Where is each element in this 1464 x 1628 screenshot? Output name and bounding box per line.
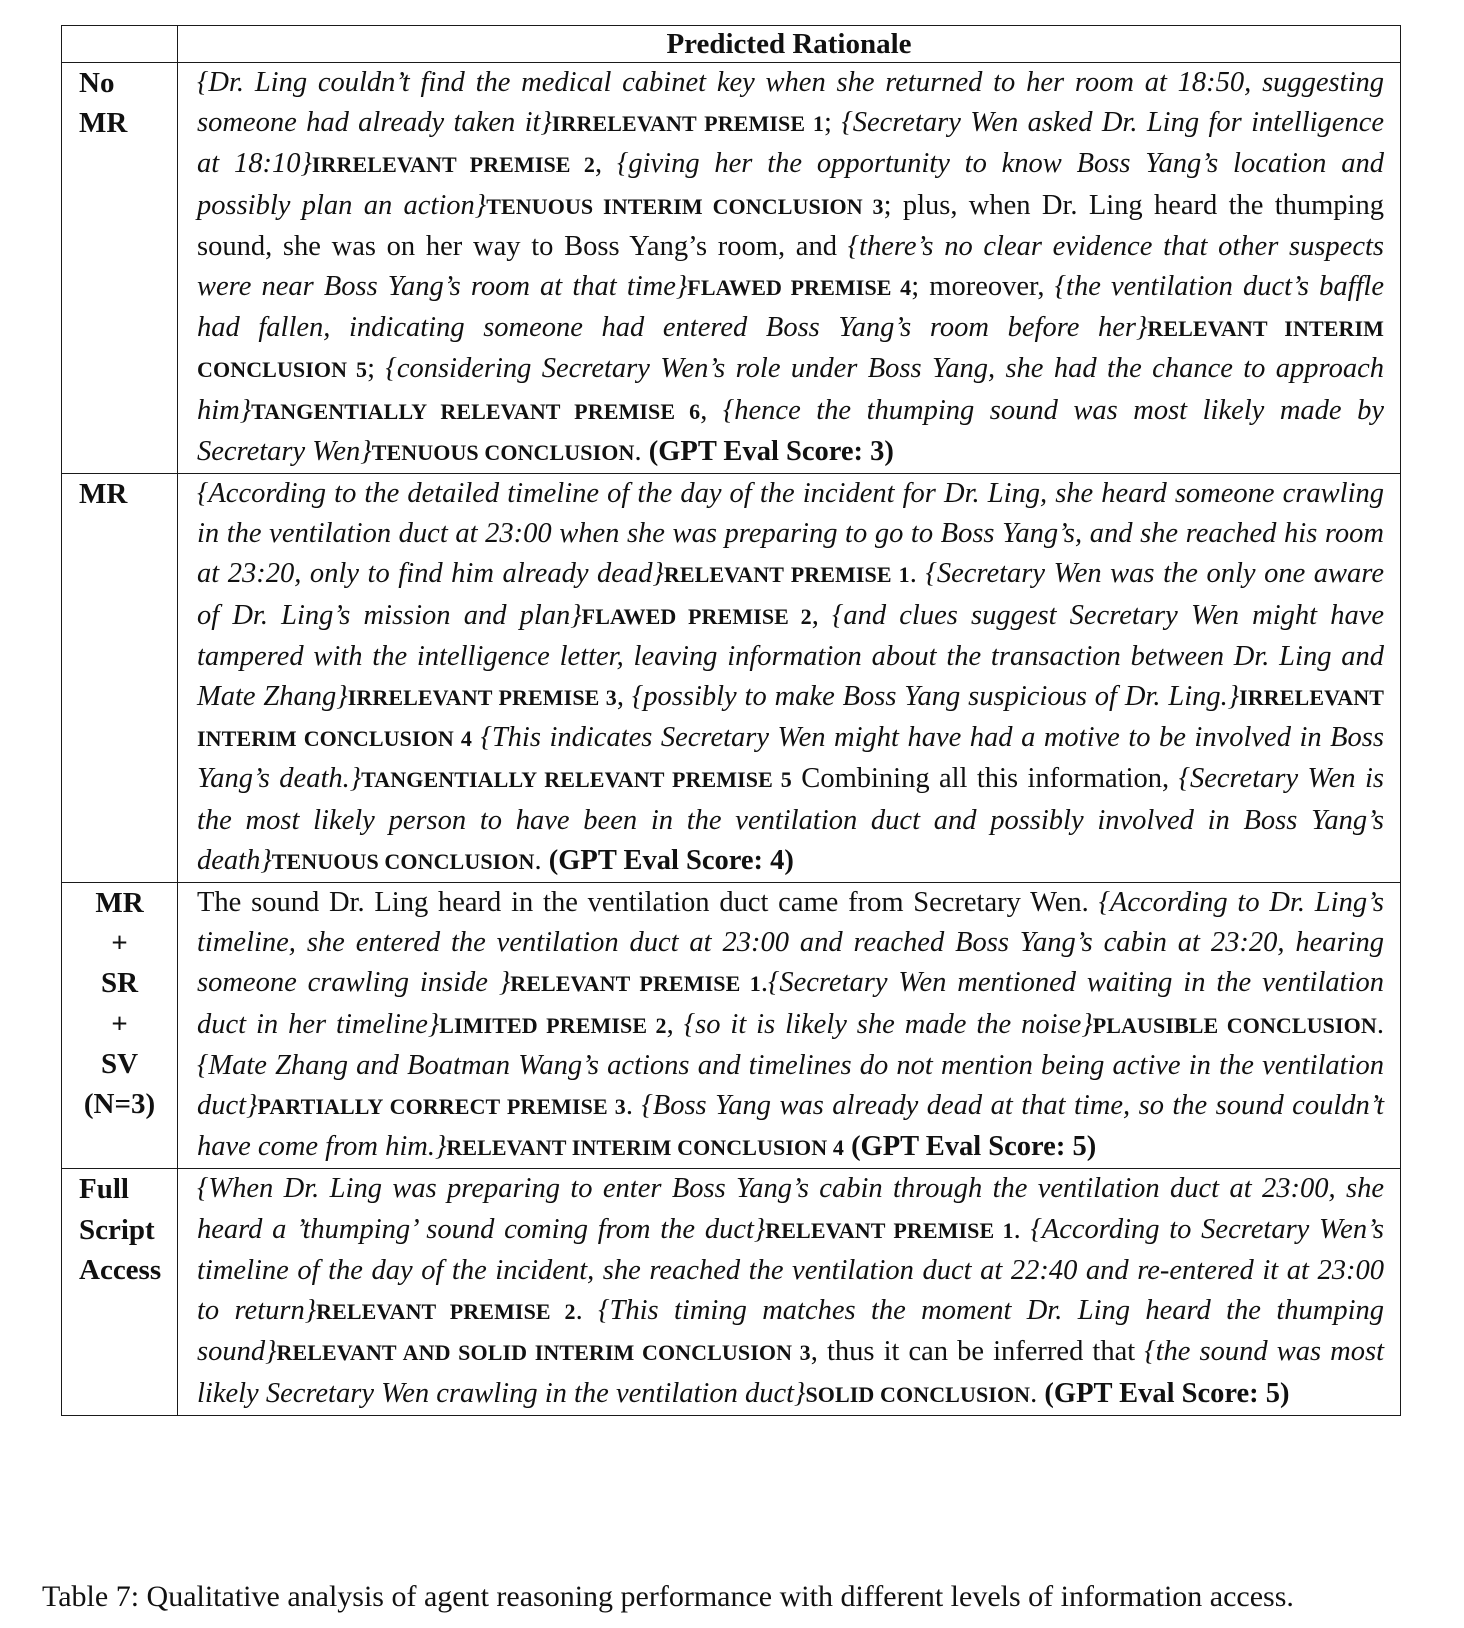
- rationale-text: .: [909, 558, 926, 590]
- claim-annotation-tag: LIMITED PREMISE 2: [439, 1012, 667, 1038]
- rationale-claim: {the ventilation duct’s baffle had fallen, indicating someone had entered Boss Yang’s room before her}: [197, 271, 1384, 344]
- rationale-claim: {Dr. Ling couldn’t find the medical cabinet key when she returned to her room at 18:50, suggesting someone had already taken it}: [197, 67, 1384, 139]
- rationale-text: .: [1376, 1008, 1385, 1040]
- rationale-text: .: [1030, 1377, 1045, 1409]
- claim-annotation-tag: IRRELEVANT PREMISE 3: [347, 685, 617, 711]
- rationale-claim: {and clues suggest Secretary Wen might have tampered with the intelligence letter, leaving information about the transaction between Dr. Ling and Mate Zhang}: [197, 599, 1384, 713]
- row-label: [62, 1169, 178, 1415]
- table-row: [62, 883, 1401, 1169]
- claim-annotation-tag: TENUOUS INTERIM CONCLUSION 3: [486, 193, 884, 219]
- rationale-text: [844, 1131, 851, 1162]
- rationale-text: ; moreover,: [911, 271, 1055, 303]
- gpt-eval-score: (GPT Eval Score: 5): [851, 1131, 1097, 1163]
- row-label-line: No: [79, 67, 115, 99]
- rationale-claim: {there’s no clear evidence that other suspects were near Boss Yang’s room at that time}: [197, 230, 1384, 303]
- row-label-line: Full: [79, 1173, 129, 1206]
- table-row: [62, 474, 1401, 883]
- rationale-text: Combining all this information,: [791, 763, 1179, 795]
- table-row: [62, 63, 1401, 474]
- rationale-claim: {possibly to make Boss Yang suspicious of Dr. Ling.}: [631, 681, 1240, 713]
- claim-annotation-tag: PLAUSIBLE CONCLUSION: [1092, 1012, 1377, 1038]
- claim-annotation-tag: FLAWED PREMISE 2: [581, 603, 812, 629]
- rationale-claim: {Secretary Wen asked Dr. Ling for intelligence at 18:10}: [197, 107, 1385, 180]
- rationale-text: ,: [811, 599, 832, 631]
- rationale-claim: {Secretary Wen mentioned waiting in the ventilation duct in her timeline}: [197, 967, 1384, 1040]
- rationale-claim: {giving her the opportunity to know Boss Yang’s location and possibly plan an action}: [197, 148, 1384, 221]
- rationale-text: .: [760, 967, 768, 999]
- claim-annotation-tag: RELEVANT AND SOLID INTERIM CONCLUSION 3: [276, 1340, 811, 1366]
- claim-annotation-tag: TENUOUS CONCLUSION: [271, 848, 535, 874]
- claim-annotation-tag: TANGENTIALLY RELEVANT PREMISE 6: [251, 398, 701, 424]
- rationale-cell: [178, 1169, 1401, 1415]
- empty-header-cell: [62, 26, 178, 63]
- rationale-text: ;: [824, 107, 842, 139]
- rationale-text: ,: [666, 1008, 684, 1040]
- claim-annotation-tag: SOLID CONCLUSION: [805, 1381, 1031, 1407]
- table-header-row: [62, 26, 1401, 63]
- rationale-claim: {According to the detailed timeline of the day of the incident for Dr. Ling, she heard someone crawling in the ventilation duct at 23:00 when she was preparing to go to Boss Yang’s, and she reached his room at 23:20, only to find him already dead}: [197, 478, 1384, 590]
- rationale-text: ,: [700, 394, 723, 426]
- rationale-claim: {hence the thumping sound was most likely made by Secretary Wen}: [197, 394, 1385, 467]
- claim-annotation-tag: RELEVANT INTERIM CONCLUSION 4: [446, 1135, 844, 1161]
- claim-annotation-tag: TENUOUS CONCLUSION: [371, 439, 635, 465]
- row-label-line: MR: [79, 478, 128, 511]
- row-label-line: +: [111, 927, 128, 960]
- row-label-line: SR: [100, 967, 139, 1000]
- rationale-cell: [178, 883, 1401, 1169]
- rationale-text: The sound Dr. Ling heard in the ventilation duct came from Secretary Wen.: [197, 887, 1099, 919]
- claim-annotation-tag: RELEVANT INTERIM CONCLUSION 5: [197, 316, 1385, 383]
- rationale-claim: {Mate Zhang and Boatman Wang’s actions and timelines do not mention being active in the ventilation duct}: [197, 1049, 1384, 1122]
- rationale-claim: {When Dr. Ling was preparing to enter Boss Yang’s cabin through the ventilation duct at 23:00, she heard a ’thumping’ sound coming from the duct}: [197, 1173, 1384, 1245]
- row-label-line: (N=3): [83, 1088, 156, 1121]
- rationale-text: ,: [594, 148, 617, 180]
- claim-annotation-tag: RELEVANT PREMISE 2: [316, 1299, 576, 1325]
- rationale-table: [61, 25, 1401, 1416]
- table-caption: Table 7: Qualitative analysis of agent reasoning performance with different levels of information access.: [42, 1580, 1294, 1613]
- rationale-claim: {This timing matches the moment Dr. Ling heard the thumping sound}: [197, 1295, 1384, 1368]
- claim-annotation-tag: RELEVANT PREMISE 1: [765, 1217, 1014, 1243]
- row-label-line: +: [111, 1007, 128, 1040]
- rationale-text: , thus it can be inferred that: [810, 1336, 1145, 1368]
- row-label: [62, 474, 178, 883]
- claim-annotation-tag: PARTIALLY CORRECT PREMISE 3: [257, 1094, 626, 1120]
- rationale-text: .: [634, 435, 649, 467]
- rationale-claim: {so it is likely she made the noise}: [683, 1008, 1093, 1040]
- claim-annotation-tag: RELEVANT PREMISE 1: [510, 971, 761, 997]
- rationale-text: ,: [616, 681, 632, 713]
- row-label-line: MR: [95, 887, 144, 920]
- claim-annotation-tag: RELEVANT PREMISE 1: [663, 562, 910, 588]
- rationale-cell: [178, 474, 1401, 883]
- rationale-claim: {Secretary Wen is the most likely person to have been in the ventilation duct and possibly involved in Boss Yang’s death}: [197, 763, 1384, 876]
- rationale-text: .: [1013, 1213, 1031, 1245]
- claim-annotation-tag: IRRELEVANT INTERIM CONCLUSION 4: [197, 685, 1384, 752]
- row-label-line: MR: [79, 107, 128, 140]
- gpt-eval-score: (GPT Eval Score: 4): [548, 844, 794, 876]
- column-header: Predicted Rationale: [178, 26, 1401, 63]
- row-label: [62, 63, 178, 474]
- claim-annotation-tag: FLAWED PREMISE 4: [687, 275, 912, 301]
- rationale-claim: {According to Secretary Wen’s timeline of the day of the incident, she reached the ventilation duct at 22:40 and re-entered it at 23:00 to return}: [197, 1213, 1384, 1327]
- rationale-text: ; plus, when Dr. Ling heard the thumping sound, she was on her way to Boss Yang’s room, and: [197, 189, 1384, 262]
- table-row: [62, 1169, 1401, 1415]
- rationale-text: .: [575, 1295, 599, 1327]
- rationale-text: .: [625, 1090, 642, 1122]
- gpt-eval-score: (GPT Eval Score: 3): [648, 435, 894, 467]
- rationale-claim: {considering Secretary Wen’s role under Boss Yang, she had the chance to approach him}: [197, 353, 1384, 426]
- rationale-text: ;: [367, 353, 386, 385]
- row-label-line: Access: [79, 1253, 162, 1286]
- claim-annotation-tag: TANGENTIALLY RELEVANT PREMISE 5: [361, 767, 792, 793]
- rationale-cell: [178, 63, 1401, 474]
- claim-annotation-tag: IRRELEVANT PREMISE 1: [551, 111, 825, 137]
- rationale-text: .: [534, 844, 549, 876]
- rationale-claim: {This indicates Secretary Wen might have had a motive to be involved in Boss Yang’s death.}: [197, 722, 1384, 795]
- row-label-line: SV: [100, 1047, 139, 1080]
- rationale-claim: {Boss Yang was already dead at that time, so the sound couldn’t have come from him.}: [197, 1090, 1384, 1163]
- claim-annotation-tag: IRRELEVANT PREMISE 2: [311, 152, 595, 178]
- row-label: [62, 883, 178, 1169]
- gpt-eval-score: (GPT Eval Score: 5): [1044, 1377, 1290, 1409]
- rationale-claim: {According to Dr. Ling’s timeline, she entered the ventilation duct at 23:00 and reached Boss Yang’s cabin at 23:20, hearing someone crawling inside }: [197, 887, 1384, 999]
- rationale-claim: {Secretary Wen was the only one aware of Dr. Ling’s mission and plan}: [197, 558, 1384, 631]
- row-label-line: Script: [79, 1213, 155, 1246]
- rationale-claim: {the sound was most likely Secretary Wen crawling in the ventilation duct}: [197, 1336, 1384, 1409]
